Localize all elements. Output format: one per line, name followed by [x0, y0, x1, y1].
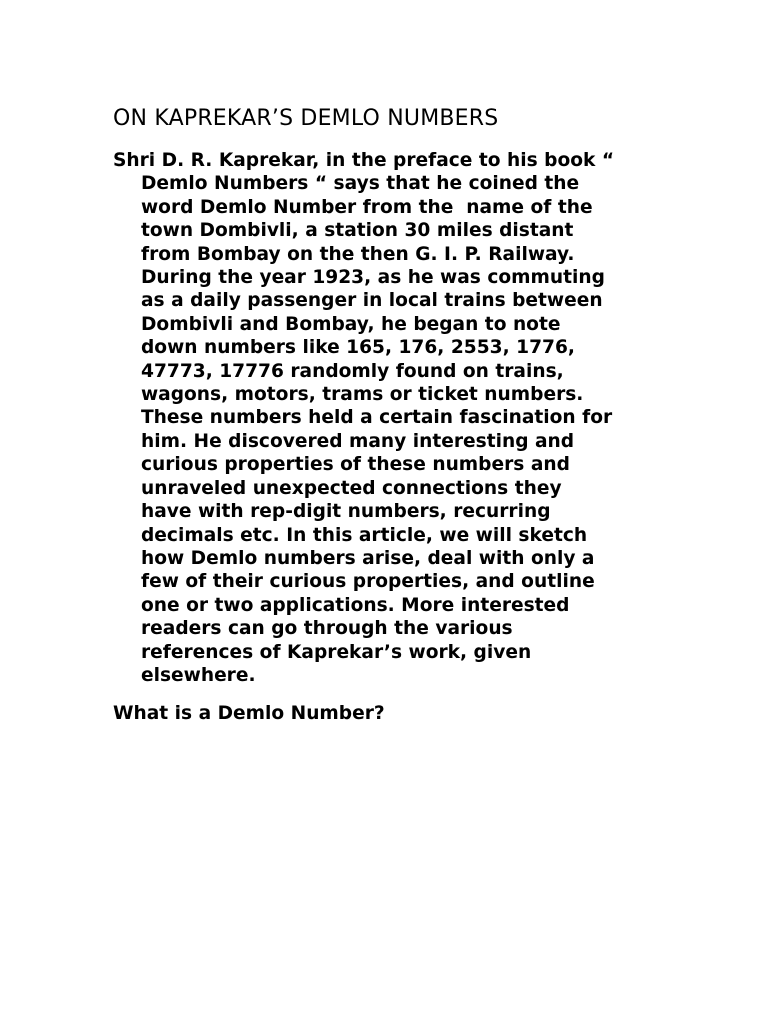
- paragraph-line: how Demlo numbers arise, deal with only a: [141, 547, 595, 569]
- paragraph-line: word Demlo Number from the name of the: [141, 196, 593, 218]
- paragraph-line: During the year 1923, as he was commuting: [141, 267, 605, 289]
- paragraph-line: Dombivli and Bombay, he began to note: [141, 313, 561, 335]
- paragraph-line: Demlo Numbers “ says that he coined the: [141, 173, 580, 195]
- paragraph-line: one or two applications. More interested: [141, 594, 570, 616]
- section-heading: What is a Demlo Number?: [113, 703, 385, 724]
- paragraph-line: town Dombivli, a station 30 miles distant: [141, 220, 574, 242]
- document-title: ON KAPREKAR’S DEMLO NUMBERS: [113, 106, 499, 131]
- paragraph-line: have with rep-digit numbers, recurring: [141, 501, 551, 523]
- paragraph-line: 47773, 17776 randomly found on trains,: [141, 360, 564, 382]
- paragraph-line: Shri D. R. Kaprekar, in the preface to his book “: [113, 150, 615, 171]
- paragraph-line: as a daily passenger in local trains between: [141, 290, 603, 312]
- paragraph-line: decimals etc. In this article, we will sketch: [141, 524, 588, 546]
- paragraph-line: curious properties of these numbers and: [141, 454, 570, 476]
- intro-paragraph: [113, 149, 673, 687]
- paragraph-line: elsewhere.: [141, 664, 256, 686]
- paragraph-line: down numbers like 165, 176, 2553, 1776,: [141, 337, 575, 359]
- paragraph-line: unraveled unexpected connections they: [141, 477, 562, 499]
- paragraph-line: from Bombay on the then G. I. P. Railway.: [141, 243, 575, 265]
- paragraph-line: wagons, motors, trams or ticket numbers.: [141, 384, 584, 406]
- paragraph-line: references of Kaprekar’s work, given: [141, 641, 532, 663]
- paragraph-line: These numbers held a certain fascination for: [141, 407, 613, 429]
- paragraph-line: him. He discovered many interesting and: [141, 430, 575, 452]
- paragraph-line: readers can go through the various: [141, 618, 513, 640]
- paragraph-line: few of their curious properties, and outline: [141, 571, 595, 593]
